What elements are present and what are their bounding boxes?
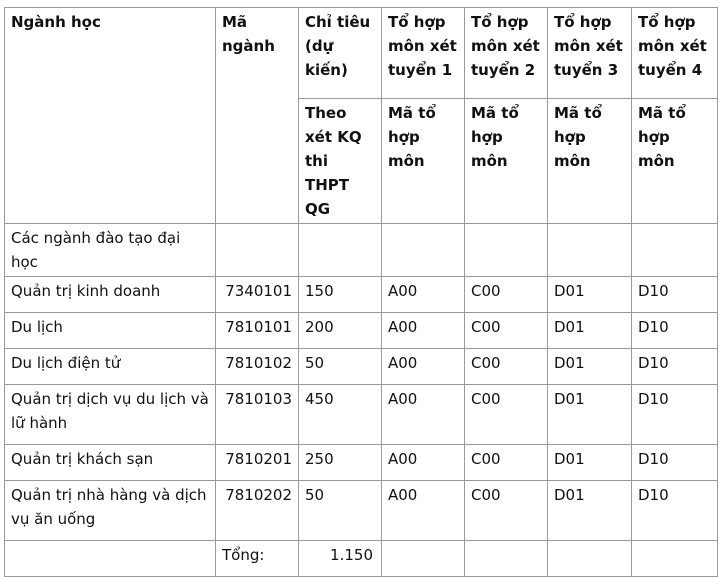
combo-2-code: C00 [465, 385, 548, 445]
combo-1-code: A00 [382, 349, 465, 385]
subheader-combo-1: Mã tổ hợp môn [382, 99, 465, 224]
combo-3-code: D01 [548, 445, 632, 481]
major-name: Du lịch điện tử [5, 349, 216, 385]
combo-3-code: D01 [548, 481, 632, 541]
major-code: 7810102 [216, 349, 299, 385]
major-name: Du lịch [5, 313, 216, 349]
table-row [5, 481, 718, 541]
subheader-quota: Theo xét KQ thi THPT QG [299, 99, 382, 224]
combo-3-code: D01 [548, 349, 632, 385]
major-name: Quản trị dịch vụ du lịch và lữ hành [5, 385, 216, 445]
total-label: Tổng: [216, 541, 299, 577]
table-row [5, 277, 718, 313]
combo-2-code: C00 [465, 277, 548, 313]
combo-1-code: A00 [382, 445, 465, 481]
major-code: 7810101 [216, 313, 299, 349]
header-combo-2: Tổ hợp môn xét tuyển 2 [465, 8, 548, 99]
empty-cell [299, 224, 382, 277]
empty-cell [548, 224, 632, 277]
table-row [5, 445, 718, 481]
quota-value: 250 [299, 445, 382, 481]
combo-1-code: A00 [382, 385, 465, 445]
empty-cell [216, 224, 299, 277]
total-value: 1.150 [299, 541, 382, 577]
combo-4-code: D10 [632, 313, 718, 349]
major-name: Quản trị nhà hàng và dịch vụ ăn uống [5, 481, 216, 541]
table-row [5, 313, 718, 349]
subheader-combo-2: Mã tổ hợp môn [465, 99, 548, 224]
table-row [5, 385, 718, 445]
empty-cell [5, 541, 216, 577]
major-code: 7810202 [216, 481, 299, 541]
header-combo-4: Tổ hợp môn xét tuyển 4 [632, 8, 718, 99]
combo-2-code: C00 [465, 481, 548, 541]
quota-value: 200 [299, 313, 382, 349]
combo-2-code: C00 [465, 313, 548, 349]
header-code: Mã ngành [216, 8, 299, 224]
quota-value: 50 [299, 481, 382, 541]
major-code: 7340101 [216, 277, 299, 313]
header-row [5, 8, 718, 99]
combo-2-code: C00 [465, 445, 548, 481]
empty-cell [465, 224, 548, 277]
total-row [5, 541, 718, 577]
combo-4-code: D10 [632, 445, 718, 481]
combo-4-code: D10 [632, 385, 718, 445]
header-combo-1: Tổ hợp môn xét tuyển 1 [382, 8, 465, 99]
major-code: 7810201 [216, 445, 299, 481]
major-name: Quản trị khách sạn [5, 445, 216, 481]
combo-1-code: A00 [382, 313, 465, 349]
table-row [5, 349, 718, 385]
section-label: Các ngành đào tạo đại học [5, 224, 216, 277]
combo-4-code: D10 [632, 277, 718, 313]
empty-cell [382, 224, 465, 277]
empty-cell [548, 541, 632, 577]
subheader-combo-4: Mã tổ hợp môn [632, 99, 718, 224]
major-code: 7810103 [216, 385, 299, 445]
combo-4-code: D10 [632, 481, 718, 541]
empty-cell [382, 541, 465, 577]
combo-3-code: D01 [548, 385, 632, 445]
quota-value: 450 [299, 385, 382, 445]
combo-1-code: A00 [382, 481, 465, 541]
major-name: Quản trị kinh doanh [5, 277, 216, 313]
combo-2-code: C00 [465, 349, 548, 385]
combo-3-code: D01 [548, 277, 632, 313]
subheader-combo-3: Mã tổ hợp môn [548, 99, 632, 224]
empty-cell [632, 224, 718, 277]
section-row [5, 224, 718, 277]
empty-cell [632, 541, 718, 577]
combo-1-code: A00 [382, 277, 465, 313]
header-major: Ngành học [5, 8, 216, 224]
header-combo-3: Tổ hợp môn xét tuyển 3 [548, 8, 632, 99]
combo-4-code: D10 [632, 349, 718, 385]
quota-value: 50 [299, 349, 382, 385]
header-quota: Chỉ tiêu (dự kiến) [299, 8, 382, 99]
admissions-table [4, 7, 718, 577]
quota-value: 150 [299, 277, 382, 313]
empty-cell [465, 541, 548, 577]
combo-3-code: D01 [548, 313, 632, 349]
